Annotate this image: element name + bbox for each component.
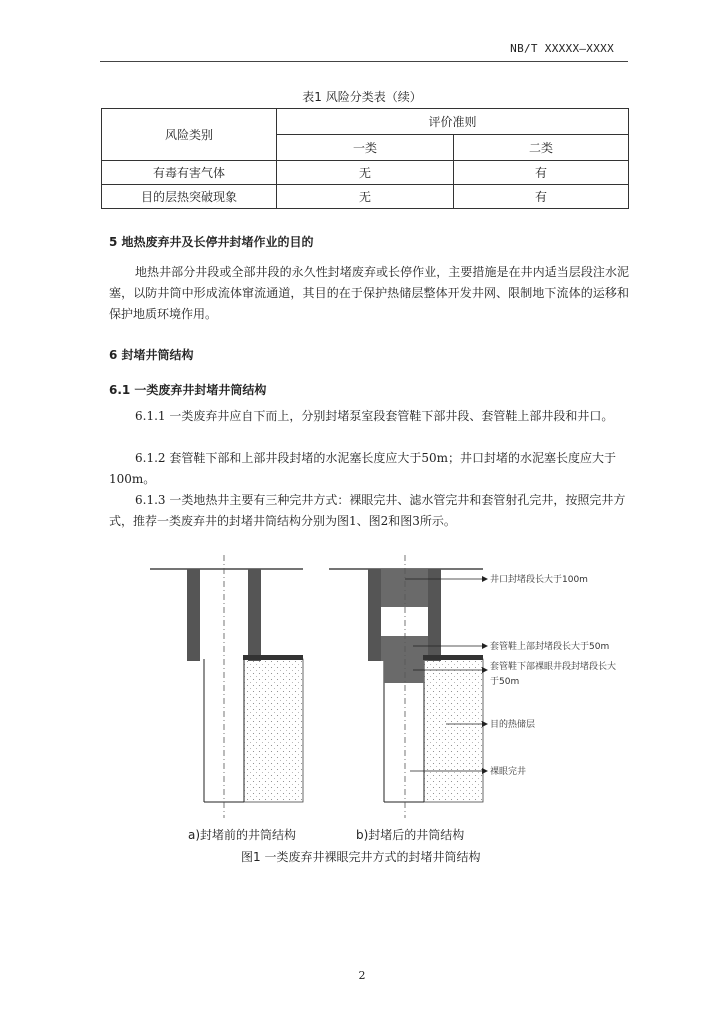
casing-shoe-left xyxy=(243,655,303,660)
row-class-2-value: 有 xyxy=(454,185,629,209)
clause-6-1-3: 6.1.3 一类地热井主要有三种完井方式：裸眼完井、滤水管完井和套管射孔完井，按照完井方式，推荐一类废弃井的封堵井筒结构分别为图1、图2和图3所示。 xyxy=(109,493,626,528)
subcaption-after: b)封堵后的井筒结构 xyxy=(356,828,465,842)
reservoir-rock-right xyxy=(424,659,483,802)
label-wellhead-plug: 井口封堵段长大于100m xyxy=(490,575,588,585)
subcaption-before: a)封堵前的井筒结构 xyxy=(188,828,297,842)
section-5-body: 地热井部分井段或全部井段的永久性封堵废弃或长停作业，主要措施是在井内适当层段注水泥塞，以防井筒中形成流体窜流通道，其目的在于保护热储层整体开发井网、限制地下流体的运移和保护地质环境作用。 xyxy=(109,265,629,321)
row-class-1-value: 无 xyxy=(277,161,454,185)
page-number: 2 xyxy=(358,969,366,982)
header-criteria: 评价准则 xyxy=(277,109,629,135)
arrow-upper xyxy=(482,643,488,649)
arrow-wellhead xyxy=(482,576,488,582)
clause-6-1-2: 6.1.2 套管鞋下部和上部井段封堵的水泥塞长度应大于50m；井口封堵的水泥塞长度应大于100m。 xyxy=(109,451,616,486)
label-lower-plug-line1: 套管鞋下部裸眼井段封堵段长大 xyxy=(490,662,617,672)
section-6-1-heading: 6.1 一类废弃井封堵井筒结构 xyxy=(109,383,267,397)
row-class-1-value: 无 xyxy=(277,185,454,209)
header-risk-category: 风险类别 xyxy=(102,109,277,161)
casing-shoe-right xyxy=(423,655,483,660)
row-class-2-value: 有 xyxy=(454,161,629,185)
clause-6-1-1: 6.1.1 一类废弃井应自下而上，分别封堵泵室段套管鞋下部井段、套管鞋上部井段和井口。 xyxy=(135,409,614,423)
arrow-openhole xyxy=(482,768,488,774)
label-upper-plug: 套管鞋上部封堵段长大于50m xyxy=(490,642,610,652)
table-caption: 表1 风险分类表（续） xyxy=(302,90,422,104)
diagram-before-plugging xyxy=(150,555,303,818)
row-risk-name: 有毒有害气体 xyxy=(102,161,277,185)
header-class-1: 一类 xyxy=(277,135,454,161)
label-lower-plug-line2: 于50m xyxy=(490,677,520,687)
casing-left-r xyxy=(248,569,261,661)
lower-openhole-cement-plug xyxy=(384,661,424,683)
wellhead-cement-plug xyxy=(381,569,428,607)
header-class-2: 二类 xyxy=(454,135,629,161)
standard-code: NB/T XXXXX—XXXX xyxy=(510,42,614,55)
upper-shoe-cement-plug xyxy=(381,636,428,661)
arrow-lower xyxy=(482,667,488,673)
label-openhole-completion: 裸眼完井 xyxy=(490,767,527,777)
section-5-heading: 5 地热废弃井及长停井封堵作业的目的 xyxy=(109,235,314,249)
reservoir-rock-left xyxy=(244,659,303,802)
casing-right-r xyxy=(428,569,441,661)
casing-left-l xyxy=(187,569,200,661)
figure-1-caption: 图1 一类废弃井裸眼完井方式的封堵井筒结构 xyxy=(241,850,481,864)
arrow-reservoir xyxy=(482,721,488,727)
row-risk-name: 目的层热突破现象 xyxy=(102,185,277,209)
casing-right-l xyxy=(368,569,381,661)
label-reservoir: 目的热储层 xyxy=(490,720,536,730)
diagram-after-plugging xyxy=(329,555,616,818)
section-6-heading: 6 封堵井筒结构 xyxy=(109,348,194,362)
